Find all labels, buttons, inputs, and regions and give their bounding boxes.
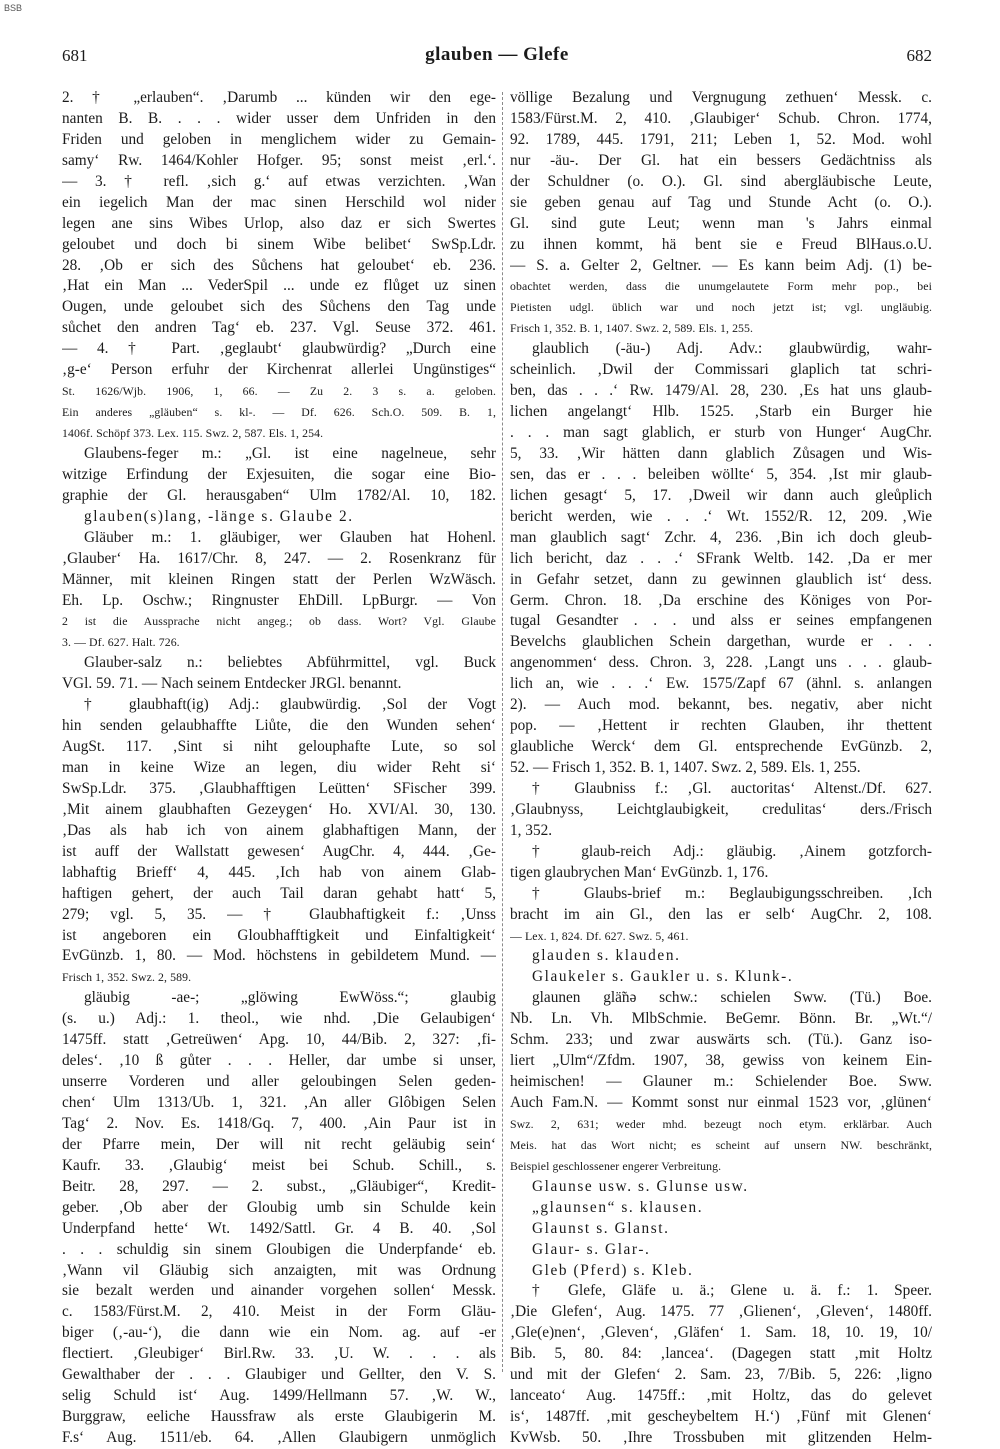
text-line: angenommen‘ dess. Chron. 3, 228. ‚Langt uns . . . glaub- [510, 654, 932, 672]
text-line: Meis. hat das Wort nicht; es scheint auf unsern NW. beschränkt, [510, 1137, 932, 1152]
text-line: ist auff der Wallstatt gewesen‘ AugChr. 4, 444. ‚Ge- [62, 842, 496, 860]
text-line: — 3. † refl. ‚sich g.‘ auf etwas verzichten. ‚Wan [62, 172, 496, 190]
text-line: 1406f. Schöpf 373. Lex. 115. Swz. 2, 587. Els. 1, 254. [62, 426, 324, 440]
text-line: 1475ff. statt ‚Getreüwen‘ Apg. 10, 44/Bib. 2, 327: ‚fi- [62, 1031, 496, 1049]
text-line: Beitr. 28, 297. — 2. subst., „Gläubiger“, Kredit- [62, 1177, 496, 1195]
text-line: zu ihnen kommt, hä bent sie e Freud BlHaus.o.U. [510, 235, 932, 253]
text-line: Gläuber m.: 1. gläubiger, wer Glauben hat Hohenl. [84, 528, 496, 546]
text-line: glaublich (-äu-) Adj. Adv.: glaubwürdig, wahr- [532, 340, 932, 358]
text-line: VGl. 59. 71. — Nach seinem Entdecker JRGl. benannt. [62, 675, 402, 693]
text-line: Kaufr. 33. ‚Glaubig‘ meist bei Schub. Schill., s. [62, 1156, 496, 1174]
text-line: glauben(s)lang, -länge s. Glaube 2. [84, 507, 354, 525]
text-line: Frisch 1, 352. B. 1, 1407. Swz. 2, 589. Els. 1, 255. [510, 321, 754, 336]
text-line: glaubliche Werck‘ dem Gl. entsprechende EvGünzb. 2, [510, 738, 932, 756]
text-line: † Glefe, Gläfe u. ä.; Glene u. ä. f.: 1. Speer. [532, 1282, 932, 1300]
text-line: sůchet den andren Tag‘ eb. 237. Vgl. Seuse 372. 461. [62, 319, 496, 337]
text-line: Ein anderes „gläuben“ s. kl-. — Df. 626. Sch.O. 509. B. 1, [62, 405, 496, 420]
text-line: † Glaubniss f.: ‚Gl. auctoritas‘ Altenst./Df. 627. [532, 779, 932, 797]
text-line: 28. ‚Ob er sich des Sůchens hat geloubet‘ eb. 236. [62, 256, 496, 274]
text-line: Bib. 5, 80. 84: ‚lancea‘. (Dagegen statt ‚mit Holtz [510, 1345, 932, 1363]
page-header [62, 42, 932, 72]
right-column [510, 88, 932, 1449]
left-page-number: 681 [62, 46, 88, 65]
text-line: flectiert. ‚Gleubiger‘ Birl.Rw. 33. ‚U. W. . . . als [62, 1345, 496, 1363]
text-line: tigen glaubrychen Man‘ EvGünzb. 1, 176. [510, 863, 769, 881]
text-line: 5, 33. ‚Wir hätten dann glablich Zůsagen und Wis- [510, 444, 932, 462]
text-line: obachtet werden, dass die unumgelautete Form mehr pop., bei [510, 279, 932, 294]
text-line: chen‘ Ulm 1313/Ub. 1, 321. ‚An aller Glôbigen Selen [62, 1094, 496, 1111]
text-line: F.s‘ Aug. 1511/eb. 64. ‚Allen Glaubigern unmöglich [62, 1429, 496, 1446]
text-line: deles‘. ‚10 ß gůter . . . Heller, dar umbe si unser, [62, 1052, 496, 1070]
text-line: ‚Glaubnyss, Leichtglaubigkeit, credulitas‘ ders./Frisch [510, 800, 932, 818]
text-line: Männer, mit kleinen Ringen statt der Perlen WzWäsch. [62, 570, 496, 588]
text-line: † glaub-reich Adj.: gläubig. ‚Ainem gotzforch- [532, 842, 932, 860]
text-line: — Lex. 1, 824. Df. 627. Swz. 5, 461. [510, 928, 689, 943]
text-line: Eh. Lp. Oschw.; Ringnuster EhDill. LpBurgr. — Von [62, 591, 496, 609]
text-line: nanten B. B. . . . wider usser dem Unfriden in den [62, 109, 496, 127]
text-line: ist angeboren ein Gloubhafftigkeit und Einfaltigkeit‘ [62, 926, 496, 944]
text-line: Bevelchs glaublichen Schein dargethan, wurde er . . . [510, 633, 932, 651]
text-line: Auch Fam.N. — Kommt sonst nur einmal 1523 vor, ‚glünen‘ [510, 1094, 932, 1111]
text-line: heimischen! — Glauner m.: Schielender Boe. Sww. [510, 1073, 932, 1091]
text-line: Pietisten udgl. üblich war und noch jetzt ist; vgl. ungläubig. [510, 300, 932, 315]
text-line: Glaur- s. Glar-. [532, 1240, 651, 1258]
text-line: sie geben genau auf Tag und Stunde Acht (o. O.). [510, 193, 932, 211]
text-line: Nb. Ln. Vh. MlbSchmie. BeGemr. Bönn. Br. „Wt.“/ [510, 1010, 932, 1028]
text-line: und mit der Glefen‘ 2. Sam. 23, 7/Bib. 5, 226: ‚ligno [510, 1366, 932, 1384]
text-line: selig Schuld ist‘ Aug. 1499/Hellmann 57. ‚W. W., [62, 1387, 496, 1405]
text-line: ben, das . . .‘ Rw. 1479/Al. 28, 230. ‚Es hat uns glaub- [510, 382, 932, 400]
text-line: 2. † „erlauben“. ‚Darumb ... künden wir den ege- [62, 89, 496, 106]
text-line: man in keine Wize an legen, diu wider Reht si‘ [62, 759, 496, 776]
text-line: lichen angelangt‘ Hlb. 1525. ‚Starb ein Burger hie [510, 403, 932, 421]
text-line: Schm. 233; und zwar auswärts sch. (Tü.). Ganz iso- [510, 1031, 932, 1049]
text-line: tugal Gesandter . . . und alss er seines empfangenen [510, 612, 932, 630]
text-line: glauden s. klauden. [532, 947, 681, 965]
text-line: witzige Erfindung der Exjesuiten, die sogar eine Bio- [62, 465, 496, 483]
text-line: liert „Ulm“/Zfdm. 1907, 38, gewiss von keinem Ein- [510, 1052, 932, 1070]
text-line: 1583/Fürst.M. 2, 410. ‚Glaubiger‘ Schub. Chron. 1774, [510, 109, 932, 127]
text-line: Beispiel geschlossener engerer Verbreitung. [510, 1158, 722, 1173]
text-line: 52. — Frisch 1, 352. B. 1, 1407. Swz. 2, 589. Els. 1, 255. [510, 759, 861, 776]
text-line: pop. — ‚Hettent ir rechten Glauben, ihr thettent [510, 717, 932, 735]
right-page-number: 682 [906, 46, 932, 65]
text-line: Gleb (Pferd) s. Kleb. [532, 1261, 694, 1279]
text-line: ‚Glauber‘ Ha. 1617/Chr. 8, 247. — 2. Rosenkranz für [62, 549, 496, 567]
text-line: 92. 1789, 445. 1791, 211; Leben 1, 52. Mod. wohl [510, 130, 932, 148]
text-line: 1, 352. [510, 821, 553, 839]
text-line: c. 1583/Fürst.M. 2, 410. Meist in der Form Gläu- [62, 1303, 496, 1321]
text-line: † Glaubs-brief m.: Beglaubigungsschreiben. ‚Ich [532, 884, 932, 902]
text-line: lich an, wie . . .‘ Ew. 1575/Zapf 67 (ähnl. s. anlangen [510, 675, 932, 693]
text-line: — 4. † Part. ‚geglaubt‘ glaubwürdig? „Durch eine [62, 340, 496, 358]
text-line: Gewalthaber der . . . Glaubiger und Gellter, den V. S. [62, 1366, 496, 1384]
text-line: Friden und geloben in menglichem wider zu Gemain- [62, 130, 496, 148]
text-line: scheinlich. ‚Dwil der Commissari glaplich tat schri- [510, 361, 932, 379]
text-line: is‘, 1487ff. ‚mit gescheybeltem H.‘) ‚Fünf mit Glenen‘ [510, 1408, 932, 1426]
text-line: ‚Das als hab ich von ainem glabhaftigen Mann, der [62, 821, 496, 839]
library-mark: BSB [4, 3, 23, 13]
text-line: labhaftig Brieff‘ 4, 445. ‚Ich hab von ainem Glab- [62, 863, 496, 881]
text-line: ‚Die Glefen‘, Aug. 1475. 77 ‚Glienen‘, ‚Gleven‘, 1480ff. [510, 1303, 932, 1321]
text-line: AugSt. 117. ‚Sint si niht gelouphafte Lute, so sol [62, 738, 496, 756]
text-line: ‚Wann vil Gläubig sich anzaigten, mit was Ordnung [62, 1261, 496, 1279]
text-line: ein iegelich Man der mac sinen Herschild wol nider [62, 193, 496, 211]
text-line: in Gefahr setzet, dann zu gewinnen glaublich ist‘ dess. [510, 570, 932, 588]
text-line: Glauber-salz n.: beliebtes Abführmittel, vgl. Buck [84, 654, 496, 672]
text-line: ‚g-e‘ Person erfuhr der Kirchenrat allerlei Ungünstiges“ [62, 361, 496, 379]
text-line: hin senden gelaubhaffte Liůte, die den Wunden sehen‘ [62, 717, 496, 735]
text-line: bracht im ain Gl., den las er selb‘ AugChr. 2, 108. [510, 905, 932, 923]
text-line: unserre Vorderen und aller geloubingen Selen geden- [62, 1073, 496, 1091]
text-line: „glaunsen“ s. klausen. [532, 1198, 704, 1216]
text-line: Germ. Chron. 18. ‚Da erschine des Königes von Por- [510, 591, 932, 609]
text-line: KvWsb. 50. ‚Ihre Trossbuben mit glitzenden Helm- [510, 1429, 932, 1446]
text-line: Underpfand hette‘ Wt. 1492/Sattl. Gr. 4 B. 40. ‚Sol [62, 1219, 496, 1237]
text-line: . . . man sagt glablich, er sturb von Hunger‘ AugChr. [510, 424, 932, 441]
text-line: nur -äu-. Der Gl. hat ein bessers Gedächtniss als [510, 151, 932, 169]
text-line: (s. u.) Adj.: 1. theol., wie nhd. ‚Die Gelaubigen‘ [62, 1010, 496, 1028]
text-line: Tag‘ 2. Nov. Es. 1418/Gq. 7, 400. ‚Ain Paur ist in [62, 1114, 496, 1132]
text-line: — S. a. Gelter 2, Geltner. — Es kann beim Adj. (1) be- [510, 256, 932, 274]
text-line: Glaubens-feger m.: „Gl. ist eine nagelneue, sehr [84, 444, 496, 462]
text-line: Frisch 1, 352. Swz. 2, 589. [62, 970, 192, 985]
running-head: glauben — Glefe [425, 44, 569, 65]
text-line: glaunen glä̃nə schw.: schielen Sww. (Tü.) Boe. [532, 989, 932, 1007]
text-line: St. 1626/Wjb. 1906, 1, 66. — Zu 2. 3 s. a. geloben. [62, 384, 496, 399]
text-line: Glaunst s. Glanst. [532, 1219, 670, 1237]
text-line: lichen gesagt‘ 5, 17. ‚Dweil wir dann auch gleůplich [510, 486, 932, 504]
text-line: SwSp.Ldr. 375. ‚Glaubhafftigen Leütten‘ SFischer 399. [62, 779, 496, 797]
text-line: 2 ist die Aussprache nicht angeg.; ob dass. Wort? Vgl. Glaube [62, 614, 496, 629]
text-line: biger (‚-au-‘), die dann wie ein Nom. ag. auf -er [62, 1324, 496, 1342]
text-line: † glaubhaft(ig) Adj.: glaubwürdig. ‚Sol der Vogt [84, 696, 496, 714]
text-line: EvGünzb. 1, 80. — Mod. höchstens in gebildetem Mund. — [62, 947, 496, 965]
text-line: bericht werden, wie . . .‘ Wt. 1552/R. 12, 209. ‚Wie [510, 507, 932, 525]
text-line: Glaunse usw. s. Glunse usw. [532, 1177, 749, 1195]
text-line: sen, das er . . . beleiben wöllte‘ 5, 354. ‚Ist mir glaub- [510, 465, 932, 483]
text-line: Ougen, unde geloubet sich des Sůchens den Tag unde [62, 298, 496, 316]
text-line: sie bezalt werden und ainander vorgehen sollen‘ Messk. [62, 1282, 496, 1300]
text-line: Glaukeler s. Gaukler u. s. Klunk-. [532, 968, 794, 986]
text-line: samy‘ Rw. 1464/Kohler Hofger. 95; sonst meist ‚erl.‘. [62, 151, 496, 169]
text-line: Burggraw, eeliche Haussfraw als erste Glaubigerin M. [62, 1408, 496, 1426]
text-line: graphie der Gl. herausgaben“ Ulm 1782/Al. 10, 182. [62, 486, 496, 504]
text-line: der Schuldner (o. O.). Gl. sind abergläubische Leute, [510, 172, 932, 190]
text-line: 3. — Df. 627. Halt. 726. [62, 635, 180, 650]
text-line: legen ane sins Wibes Urlop, also daz er sich Swertes [62, 214, 496, 232]
column-divider [502, 92, 503, 1372]
text-line: man glaublich sagt‘ Zchr. 4, 236. ‚Bin ich doch gleub- [510, 528, 932, 546]
text-line: gläubig -ae-; „glöwing EwWöss.“; glaubig [84, 989, 496, 1007]
text-line: lich bericht, daz . . .‘ SFrank Weltb. 142. ‚Da er mer [510, 549, 932, 567]
text-line: haftigen gehert, der auch Tail daran gehabt hatt‘ 5, [62, 884, 496, 902]
text-line: völlige Bezalung und Vergnugung zethuen‘ Messk. c. [510, 89, 932, 106]
text-line: der Pfarre mein, Der will nit recht geläubig sein‘ [62, 1135, 496, 1153]
text-line: ‚Gle(e)nen‘, ‚Gleven‘, ‚Gläfen‘ 1. Sam. 18, 10. 19, 10/ [510, 1324, 932, 1342]
text-line: lanceato‘ Aug. 1475ff.: ‚mit Holtz, das do gelevet [510, 1387, 932, 1405]
text-line: Swz. 2, 631; weder mhd. bezeugt noch etym. erklärbar. Auch [510, 1116, 932, 1131]
text-line: ‚Mit ainem glaubhaften Gezeygen‘ Ho. XVI/Al. 30, 130. [62, 800, 496, 818]
text-line: 279; vgl. 5, 35. — † Glaubhaftigkeit f.: ‚Unss [62, 905, 496, 923]
text-line: ‚Hat ein Man ... VederSpil ... unde ez flůget uz sinen [62, 277, 496, 295]
text-line: geber. ‚Ob aber der Gloubig umb sin Schulde kein [62, 1198, 496, 1216]
text-line: geloubet und doch bi sinem Wibe belibet‘ SwSp.Ldr. [62, 235, 496, 253]
text-line: . . . schuldig sin sinem Gloubigen die Underpfande‘ eb. [62, 1240, 496, 1258]
text-line: Gl. sind gute Leut; wenn man 's Jahrs einmal [510, 214, 932, 232]
text-line: 2). — Auch mod. bekannt, bes. negativ, aber nicht [510, 696, 932, 714]
left-column [62, 88, 496, 1449]
